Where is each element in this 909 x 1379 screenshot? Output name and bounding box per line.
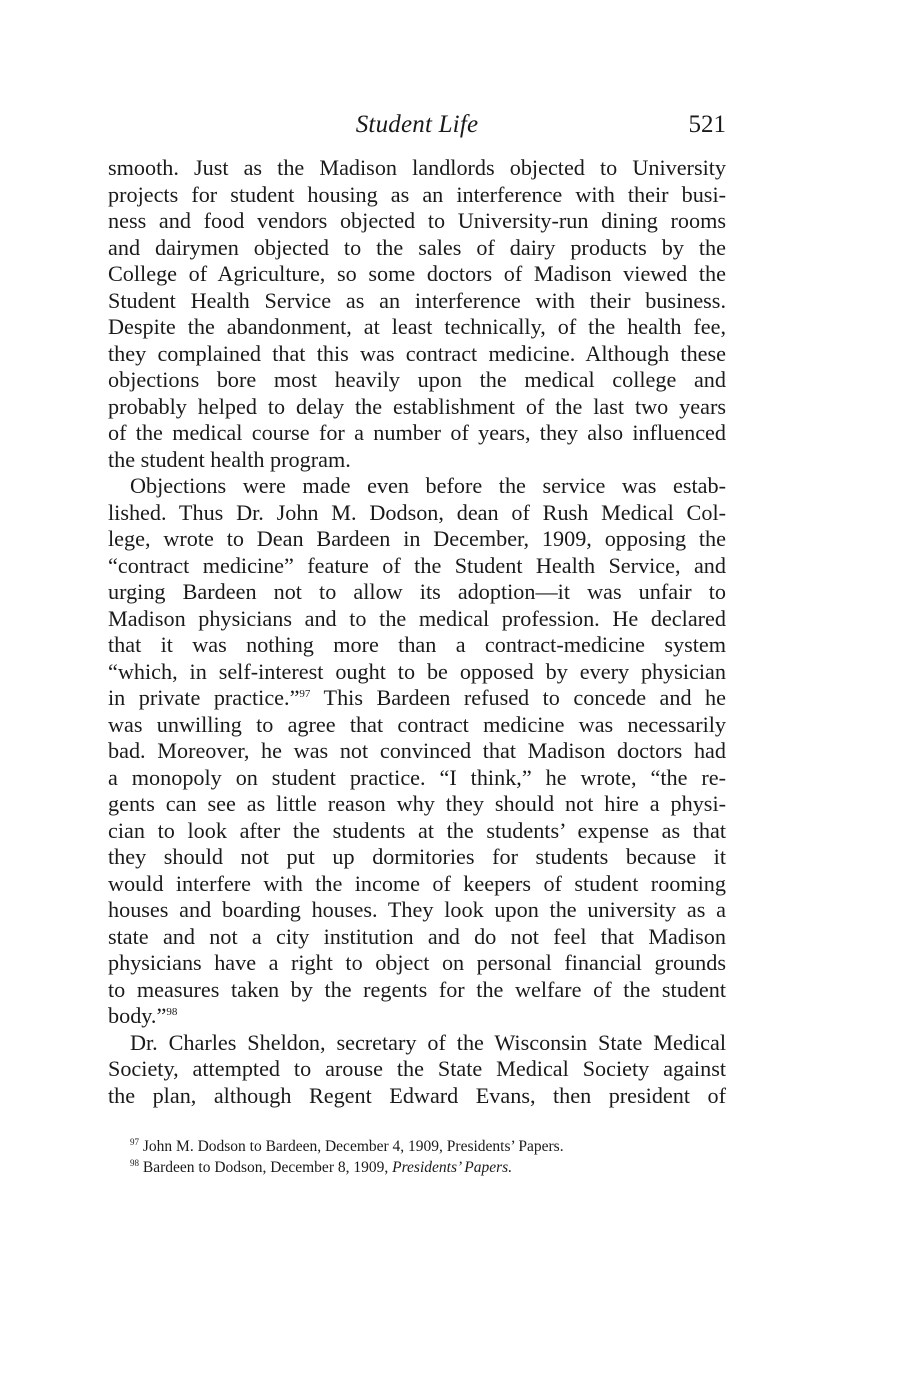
text-line: Madison physicians and to the medical profession. He declared [108, 605, 726, 631]
text-line: lished. Thus Dr. John M. Dodson, dean of Rush Medical Col- [108, 499, 726, 525]
footnote-text: John M. Dodson to Bardeen, December 4, 1909, Presidents’ Papers. [142, 1138, 564, 1155]
running-head: Student Life [355, 111, 479, 138]
paragraph-3 [108, 1030, 726, 1110]
text-line: the student health program. [108, 446, 351, 472]
text-segment [108, 685, 726, 710]
text-line: Objections were made even before the service was estab- [130, 473, 726, 498]
text-line: lege, wrote to Dean Bardeen in December, 1909, opposing the [108, 526, 726, 551]
text-fragment: body.” [108, 1003, 167, 1028]
text-line: Dr. Charles Sheldon, secretary of the Wisconsin State Medical [130, 1029, 726, 1055]
text-line: the plan, although Regent Edward Evans, then president of [108, 1082, 726, 1108]
text-line: they complained that this was contract medicine. Although these [108, 340, 726, 366]
text-line: state and not a city institution and do not feel that Madison [108, 923, 726, 949]
footnote-reference-97[interactable]: 97 [299, 688, 311, 700]
footnote-98 [130, 1157, 690, 1178]
footnotes [130, 1136, 690, 1178]
text-line: of the medical course for a number of years, they also influenced [108, 420, 726, 445]
footnote-text: Bardeen to Dodson, December 8, 1909, [142, 1159, 393, 1176]
text-line: objections bore most heavily upon the medical college and [108, 367, 726, 392]
text-line: College of Agriculture, so some doctors of Madison viewed the [108, 261, 726, 286]
text-fragment: in private practice.” [108, 685, 300, 710]
text-line: “which, in self-interest ought to be opposed by every physician [108, 658, 726, 684]
footnote-marker: 97 [130, 1137, 139, 1147]
text-line: bad. Moreover, he was not convinced that Madison doctors had [108, 738, 726, 763]
text-line: a monopoly on student practice. “I think,” he wrote, “the re- [108, 764, 726, 790]
text-line: they should not put up dormitories for students because it [108, 844, 726, 869]
text-line: projects for student housing as an interference with their busi- [108, 181, 726, 207]
text-line: Society, attempted to arouse the State Medical Society against [108, 1056, 726, 1081]
paragraph-1 [108, 155, 726, 473]
text-line: and dairymen objected to the sales of dairy products by the [108, 234, 726, 260]
text-line: would interfere with the income of keepers of student rooming [108, 870, 726, 896]
footnote-text-italic: Presidents’ Papers. [392, 1159, 513, 1176]
paragraph-2 [108, 473, 726, 1030]
text-line: was unwilling to agree that contract medicine was necessarily [108, 711, 726, 737]
text-line: to measures taken by the regents for the welfare of the student [108, 976, 726, 1002]
text-line: gents can see as little reason why they should not hire a physi- [108, 791, 726, 816]
footnote-marker: 98 [130, 1158, 139, 1168]
text-line: houses and boarding houses. They look upon the university as a [108, 897, 726, 922]
text-line: that it was nothing more than a contract-medicine system [108, 632, 726, 657]
text-line: probably helped to delay the establishment of the last two years [108, 393, 726, 419]
text-line: urging Bardeen not to allow its adoption—it was unfair to [108, 579, 726, 604]
text-line: cian to look after the students at the students’ expense as that [108, 817, 726, 843]
text-line-with-footnote [108, 1003, 726, 1030]
text-line: ness and food vendors objected to University-run dining rooms [108, 208, 726, 233]
text-line: “contract medicine” feature of the Student Health Service, and [108, 552, 726, 578]
text-line: physicians have a right to object on personal financial grounds [108, 950, 726, 975]
text-line: Student Health Service as an interference with their business. [108, 287, 726, 313]
text-line-with-footnote [108, 685, 726, 712]
footnote-97 [130, 1136, 690, 1157]
text-fragment: This Bardeen refused to concede and he [323, 685, 726, 710]
text-line: Despite the abandonment, at least technically, of the health fee, [108, 314, 726, 339]
text-line: smooth. Just as the Madison landlords objected to University [108, 155, 726, 180]
body-text [108, 155, 726, 1109]
page-header [108, 111, 726, 147]
page-number: 521 [688, 111, 726, 138]
footnote-reference-98[interactable]: 98 [166, 1006, 178, 1018]
